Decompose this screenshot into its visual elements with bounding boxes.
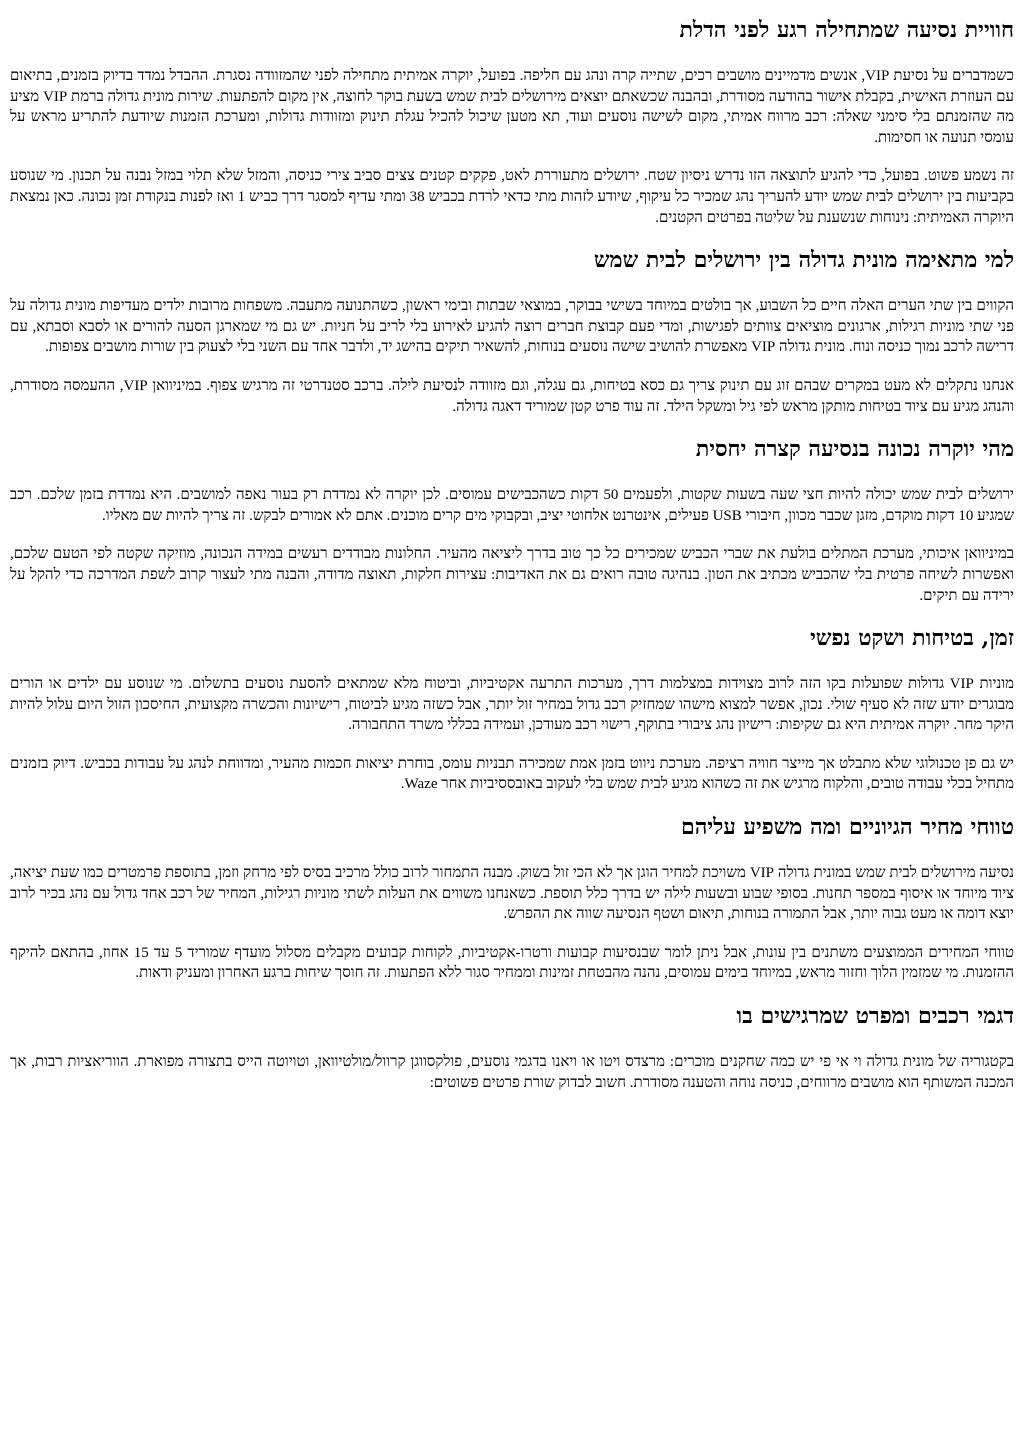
paragraph: מוניות VIP גדולות שפועלות בקו הזה לרוב מצוידות במצלמות דרך, מערכות התרעה אקטיביות, וביטוח מלא שמתאים להסעת נוסעים בתשלום. מי שנוסע עם ילדים או הורים מבוגרים יודע שזה לא סעיף שולי. נכון, אפשר למצוא מישהו שמחזיק רכב גדול במחיר זול יותר, אבל כשזה מגיע לביטוח, רישיונות והכשרה מקצועית, החיסכון הזול היום עלול להיות היקר מחר. יוקרה אמיתית היא גם שקיפות: רישיון נהג ציבורי בתוקף, רישוי רכב מעודכן, ועמידה בכללי משרד התחבורה. <box>10 676 1014 734</box>
section-heading: מהי יוקרה נכונה בנסיעה קצרה יחסית <box>695 436 1014 463</box>
section-who-suits <box>10 246 1014 417</box>
paragraph: טווחי המחירים הממוצעים משתנים בין עונות, אבל ניתן לומר שבנסיעות קבועות ורטרו-אקטיביות, לקוחות קבועים מקבלים מסלול מועדף שמוריד 5 עד 15 אחוז, בהתאם להיקף ההזמנות. מי שמזמין הלוך וחזור מראש, במיוחד בימים עמוסים, נהנה מהבטחת זמינות וממחיר סגור ללא הפתעות. זה חוסך שיחות ברגע האחרון ומעניק ודאות. <box>10 944 1014 982</box>
paragraph: הקווים בין שתי הערים האלה חיים כל השבוע, אך בולטים במיוחד בשישי בבוקר, במוצאי שבתות ובימי ראשון, כשהתנועה מתעבה. משפחות מרובות ילדים מעדיפות מונית גדולה על פני שתי מוניות רגילות, ארגונים מוציאים צוותים לפגישות, ומדי פעם קבוצת חברים רוצה להגיע לאירוע בלי לריב על חניות. יש גם מי שמארגן הסעה להורים או לסבא וסבתא, עם דרישה לרכב נמוך כניסה ונוח. מונית גדולה VIP מאפשרת להושיב שישה נוסעים בנוחות, להשאיר תיקים בהישג יד, ולדבר אחד עם השני בלי לצעוק בין שורות מושבים צפופות. <box>10 298 1014 356</box>
section-heading: טווחי מחיר הגיוניים ומה משפיע עליהם <box>680 814 1014 841</box>
paragraph: במיניוואן איכותי, מערכת המתלים בולעת את שברי הכביש שמכירים כל כך טוב בדרך ליציאה מהעיר. החלונות מבודדים רעשים במידה הנכונה, מוזיקה שקטה לפי הטעם שלכם, ואפשרות לשיחה פרטית בלי שהכביש מכתיב את הטון. בנהיגה טובה רואים גם את האדיבות: עצירות חלקות, תאוצה מדודה, והבנה מתי לעצור קרוב לשפת המדרכה כדי להקל על ירידה עם תיקים. <box>10 546 1014 604</box>
paragraph: זה נשמע פשוט. בפועל, כדי להגיע לתוצאה הזו נדרש ניסיון שטח. ירושלים מתעוררת לאט, פקקים קטנים צצים סביב צירי כניסה, והמזל שלא תלוי במזל נבנה על תכנון. מי שנוסע בקביעות בין ירושלים לבית שמש יודע להעריך נהג שמכיר כל עיקוף, שיודע לזהות מתי כדאי לרדת בכביש 38 ומתי עדיף למסגר דרך כביש 1 ואז לפנות בנקודת זמן נכונה. כאן נמצאת היוקרה האמיתית: נינוחות שנשענת על שליטה בפרטים הקטנים. <box>10 168 1015 226</box>
section-right-luxury <box>10 435 1014 606</box>
section-door-experience <box>10 16 1014 228</box>
section-price-ranges <box>10 813 1014 984</box>
paragraph: ירושלים לבית שמש יכולה להיות חצי שעה בשעות שקטות, ולפעמים 50 דקות כשהכבישים עמוסים. לכן יוקרה לא נמדדת רק בעור נאפה למושבים. היא נמדדת בזמן שלכם. רכב שמגיע 10 דקות מוקדם, מזגן שכבר מכוון, חיבורי USB פעילים, אינטרנט אלחוטי יציב, ובקבוקי מים קרים מוכנים. אתם לא אמורים לבקש. זה צריך להיות שם מאליו. <box>10 487 1014 524</box>
section-heading: זמן, בטיחות ושקט נפשי <box>810 625 1014 652</box>
section-time-safety <box>10 624 1014 795</box>
section-heading: דגמי רכבים ומפרט שמרגישים בו <box>736 1003 1014 1030</box>
paragraph: אנחנו נתקלים לא מעט במקרים שבהם זוג עם תינוק צריך גם כסא בטיחות, גם עגלה, וגם מזוודה לנסיעת לילה. ברכב סטנדרטי זה מרגיש צפוף. במיניוואן VIP, ההעמסה מסודרת, והנהג מגיע עם ציוד בטיחות מותקן מראש לפי גיל ומשקל הילד. זה עוד פרט קטן שמוריד דאגה גדולה. <box>10 377 1015 415</box>
paragraph: יש גם פן טכנולוגי שלא מתבלט אך מייצר חוויה רציפה. מערכת ניווט בזמן אמת שמכירה תבניות עומס, בוחרת יציאות חכמות מהעיר, ומדווחת לנהג על עבודות בכביש. דיוק בזמנים מתחיל בכלי עבודה טובים, והלקוח מרגיש את זה כשהוא מגיע לבית שמש בלי לעקוב באובססיביות אחר Waze. <box>10 755 1014 793</box>
section-heading: למי מתאימה מונית גדולה בין ירושלים לבית שמש <box>593 247 1014 274</box>
paragraph: נסיעה מירושלים לבית שמש במונית גדולה VIP משויכת למחיר הוגן אך לא הכי זול בשוק. מבנה התמחור לרוב כולל מרכיב בסיס לפי מרחק וזמן, בתוספת פרמטרים כמו שעת יציאה, ציוד מיוחד או איסוף במספר תחנות. בסופי שבוע ובשעות לילה יש בדרך כלל תוספת. כשאנחנו משווים את העלות לשתי מוניות רגילות, המחיר של רכב אחד גדול עם נהג בכיר לרוב יוצא דומה או מעט גבוה יותר, אבל התמורה בנוחות, תיאום ושטף הנסיעה שווה את ההפרש. <box>10 865 1015 923</box>
paragraph: כשמדברים על נסיעת VIP, אנשים מדמיינים מושבים רכים, שתייה קרה ונהג עם חליפה. בפועל, יוקרה אמיתית מתחילה לפני שהמזוודה נסגרת. ההבדל נמדד בדיוק בזמנים, בתיאום עם העוזרת האישית, בקבלת אישור בהודעה מסודרת, ובהבנה שכשאתם יוצאים מירושלים לבית שמש בשעת בוקר לחוצה, אין מקום להפתעות. שירות מונית גדולה ברמת VIP מציע מה שהזמנתם בלי סימני שאלה: רכב מרווח אמיתי, מקום לשישה נוסעים ועוד, תא מטען שיכול להכיל עגלת תינוק ומזוודות גדולות, ומערכת הזמנות שיודעת להתריע מראש על עומסי תנועה או חסימות. <box>10 68 1014 146</box>
section-heading: חוויית נסיעה שמתחילה רגע לפני הדלת <box>679 17 1014 43</box>
paragraph: בקטגוריה של מונית גדולה וי אי פי יש כמה שחקנים מוכרים: מרצדס ויטו או ויאנו בדגמי נוסעים, פולקסווגן קרוול/מולטיוואן, וטויוטה הייס בתצורה מפוארת. הווריאציות רבות, אך המכנה המשותף הוא מושבים מרווחים, כניסה נוחה והטענה מסודרת. חשוב לבדוק שורת פרטים פשוטים: <box>10 1054 1014 1091</box>
section-vehicle-models <box>10 1002 1014 1093</box>
